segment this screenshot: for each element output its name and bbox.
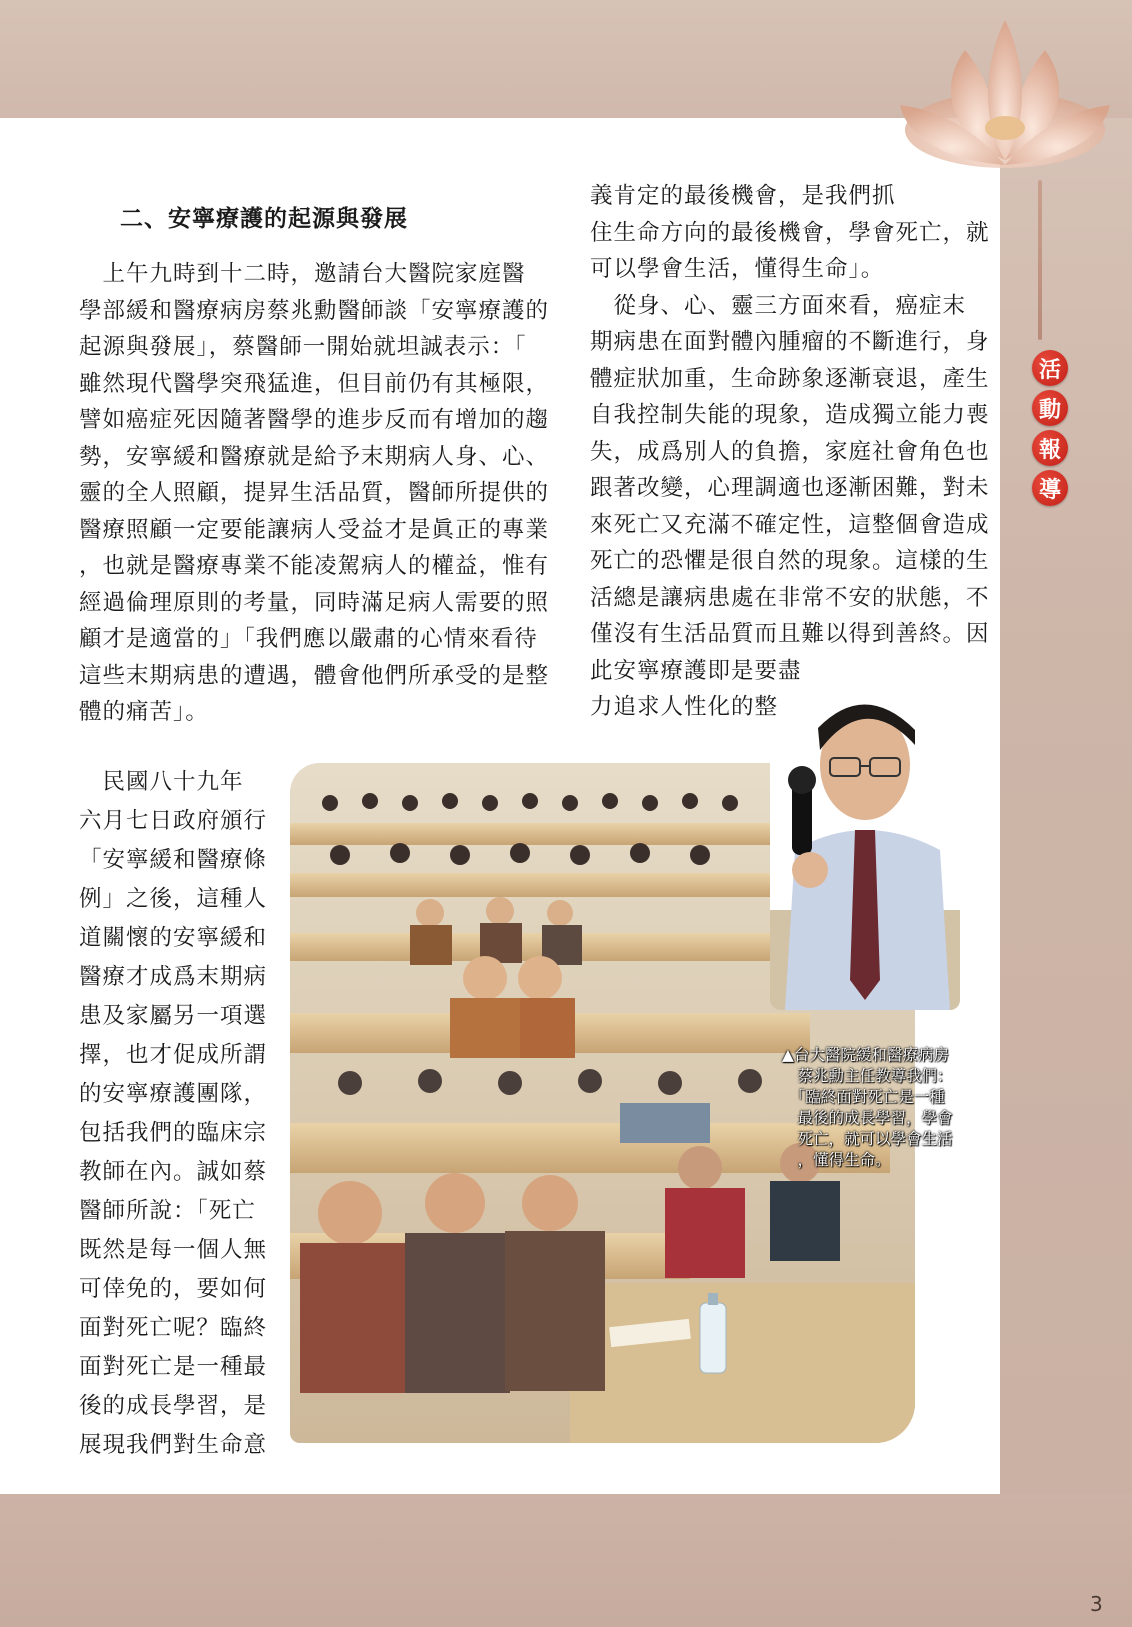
left-column — [79, 256, 549, 731]
caption-line: 蔡兆勳主任教導我們： — [782, 1067, 953, 1085]
text-line: 來死亡又充滿不確定性，這整個會造成 — [590, 511, 990, 538]
text-line: 此安寧療護即是要盡 — [590, 657, 802, 684]
text-line: 體症狀加重，生命跡象逐漸衰退，產生 — [590, 365, 990, 392]
text-line: 患及家屬另一項選 — [79, 1003, 268, 1029]
text-line: 死亡的恐懼是很自然的現象。這樣的生 — [590, 548, 990, 574]
photo-caption — [782, 1045, 992, 1171]
text-line: 「安寧緩和醫療條 — [79, 847, 268, 873]
text-line: 醫療才成爲末期病 — [79, 964, 268, 990]
section-tag-char: 動 — [1032, 390, 1068, 426]
text-line: 面對死亡呢？臨終 — [79, 1315, 268, 1341]
text-line: 雖然現代醫學突飛猛進，但目前仍有其極限， — [79, 370, 550, 397]
text-line: 醫療照顧一定要能讓病人受益才是眞正的專業 — [79, 516, 550, 543]
text-line: 後的成長學習，是 — [79, 1393, 268, 1419]
text-line: 學部緩和醫療病房蔡兆勳醫師談「安寧療護的 — [79, 297, 550, 324]
text-line: 教師在內。誠如蔡 — [79, 1159, 268, 1185]
text-line: 活總是讓病患處在非常不安的狀態，不 — [590, 584, 990, 611]
text-line: 義肯定的最後機會，是我們抓 — [590, 183, 896, 209]
text-line: 可以學會生活，懂得生命」。 — [590, 256, 885, 282]
text-line: 力追求人性化的整 — [590, 694, 779, 720]
text-line: 譬如癌症死因隨著醫學的進步反而有增加的趨 — [79, 407, 550, 433]
caption-line: ，懂得生命。 — [782, 1151, 891, 1169]
right-column — [590, 178, 990, 726]
text-line: 民國八十九年 — [79, 769, 244, 795]
text-line: 自我控制失能的現象，造成獨立能力喪 — [590, 402, 990, 428]
text-line: 僅沒有生活品質而且難以得到善終。因 — [590, 621, 990, 647]
bottom-band — [0, 1494, 1132, 1627]
text-line: 這些末期病患的遭遇，體會他們所承受的是整 — [79, 662, 550, 689]
text-line: 六月七日政府頒行 — [79, 808, 268, 834]
section-tag-char: 報 — [1032, 430, 1068, 466]
text-line: 醫師所說：「死亡 — [79, 1198, 256, 1224]
section-tag-char: 活 — [1032, 350, 1068, 386]
caption-line: 死亡，就可以學會生活 — [782, 1130, 953, 1148]
lotus-flower-icon — [895, 10, 1115, 200]
narrow-column — [79, 763, 267, 1465]
flower-stem — [1038, 180, 1042, 340]
text-line: 體的痛苦」。 — [79, 699, 209, 725]
text-line: 上午九時到十二時，邀請台大醫院家庭醫 — [79, 261, 526, 287]
text-line: 起源與發展」，蔡醫師一開始就坦誠表示：「 — [79, 334, 527, 360]
text-line: 從身、心、靈三方面來看，癌症末 — [590, 292, 967, 319]
text-line: 的安寧療護團隊， — [79, 1081, 268, 1107]
caption-line: ▲台大醫院緩和醫療病房 — [782, 1046, 949, 1064]
caption-line: 「臨終面對死亡是一種 — [782, 1088, 945, 1106]
speaker-photo — [770, 680, 960, 1010]
text-line: ，也就是醫療專業不能凌駕病人的權益，惟有 — [79, 553, 550, 579]
text-line: 跟著改變，心理調適也逐漸困難，對未 — [590, 475, 990, 501]
caption-line: 最後的成長學習，學會 — [782, 1109, 953, 1127]
text-line: 經過倫理原則的考量，同時滿足病人需要的照 — [79, 589, 550, 616]
text-line: 擇，也才促成所謂 — [79, 1042, 268, 1068]
section-tag — [1028, 350, 1072, 510]
text-line: 顧才是適當的」「我們應以嚴肅的心情來看待 — [79, 626, 538, 652]
text-line: 道關懷的安寧緩和 — [79, 925, 268, 951]
text-line: 面對死亡是一種最 — [79, 1354, 268, 1380]
text-line: 靈的全人照顧，提昇生活品質，醫師所提供的 — [79, 480, 550, 506]
page-number: 3 — [1090, 1592, 1103, 1616]
text-line: 包括我們的臨床宗 — [79, 1120, 268, 1146]
section-tag-char: 導 — [1032, 470, 1068, 506]
text-line: 失，成爲別人的負擔，家庭社會角色也 — [590, 438, 990, 465]
section-heading: 二、安寧療護的起源與發展 — [120, 206, 408, 232]
text-line: 期病患在面對體內腫瘤的不斷進行，身 — [590, 329, 990, 355]
text-line: 住生命方向的最後機會，學會死亡，就 — [590, 219, 990, 246]
text-line: 展現我們對生命意 — [79, 1432, 268, 1458]
text-line: 既然是每一個人無 — [79, 1237, 268, 1263]
text-line: 可倖免的，要如何 — [79, 1276, 268, 1302]
text-line: 勢，安寧緩和醫療就是給予末期病人身、心、 — [79, 443, 550, 470]
text-line: 例」之後，這種人 — [79, 886, 268, 912]
